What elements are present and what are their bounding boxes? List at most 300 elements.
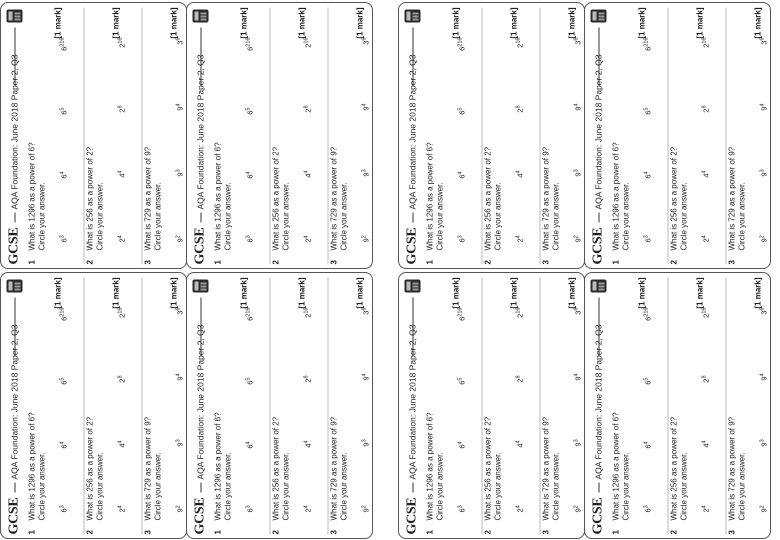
question-instruction: Circle your answer. [153,181,162,250]
option-base: 6 [245,110,254,115]
question-instruction: Circle your answer. [223,181,232,250]
option-exponent: 3 [175,438,181,442]
option-base: 4 [515,172,524,178]
answer-option[interactable] [301,235,313,242]
option-exponent: 4 [457,170,463,174]
option-base: 6 [59,316,68,321]
answer-option[interactable] [513,505,525,512]
answer-option[interactable] [301,440,313,447]
answer-option[interactable] [115,375,127,382]
answer-option[interactable] [571,505,583,512]
option-exponent: 8 [303,104,309,109]
answer-option[interactable] [513,235,525,242]
answer-options [57,37,69,242]
answer-option[interactable] [359,505,371,512]
option-exponent: 3 [245,504,251,508]
question-divider [539,7,540,264]
answer-options [301,37,313,242]
marks-label: [1 mark] [53,7,62,39]
option-base: 2 [701,43,710,48]
option-exponent: 8 [701,104,707,109]
gcse-logo: GCSE [192,227,207,264]
header-dash [412,482,413,492]
option-base: 9 [175,507,184,512]
option-base: 6 [457,46,466,51]
question [213,7,269,264]
answer-option[interactable] [455,171,467,178]
question-prompt: What is 1296 as a power of 6? [425,141,434,250]
option-exponent: 4 [701,439,707,443]
question-card [0,2,187,269]
calculator-icon [6,9,22,22]
answer-option[interactable] [757,235,769,242]
answer-option[interactable] [301,375,313,382]
answer-option[interactable] [641,377,653,384]
option-exponent: 3 [643,234,649,238]
answer-option[interactable] [571,439,583,446]
option-exponent: 3 [759,438,765,442]
question [669,7,725,264]
question-divider [269,7,270,264]
answer-option[interactable] [57,377,69,384]
marks-label: [1 mark] [753,7,762,39]
option-exponent: 3 [573,168,579,172]
option-base: 6 [457,380,466,385]
option-exponent: 8 [117,104,123,109]
option-exponent: 16 [515,37,521,44]
option-exponent: 5 [643,377,649,381]
option-exponent: 4 [701,234,707,238]
option-base: 2 [303,507,312,512]
question-number: 2 [483,529,492,534]
option-base: 6 [643,507,652,512]
question-number: 3 [329,259,338,264]
question-number: 1 [213,259,222,264]
option-base: 9 [759,237,768,242]
answer-option[interactable] [641,505,653,512]
option-exponent: 4 [117,504,123,508]
question-instruction: Circle your answer. [493,181,502,250]
question-divider [141,277,142,534]
option-exponent: 2 [361,504,367,508]
marks-label: [1 mark] [695,277,704,309]
answer-option[interactable] [243,171,255,178]
answer-option[interactable] [359,439,371,446]
answer-options [455,37,467,242]
header-dash [14,482,15,492]
option-exponent: 2 [573,504,579,508]
answer-options [455,307,467,512]
option-exponent: 5 [59,377,65,381]
question [27,7,83,264]
question-instruction: Circle your answer. [95,451,104,520]
marks-label: [1 mark] [111,7,120,39]
question-text [425,142,445,250]
header-rule [14,297,15,356]
option-base: 6 [643,110,652,115]
option-exponent: 3 [245,234,251,238]
question-instruction: Circle your answer. [621,451,630,520]
answer-option[interactable] [641,235,653,242]
worksheet-half-right [398,0,780,540]
marks-label: [1 mark] [355,7,364,39]
question-number: 3 [727,259,736,264]
question-prompt: What is 256 as a power of 2? [669,146,678,250]
answer-option[interactable] [359,235,371,242]
paper-title: AQA Foundation: June 2018 Paper 2, Q3 [593,324,603,479]
answer-option[interactable] [243,107,255,114]
option-exponent: 8 [701,374,707,379]
option-base: 2 [117,507,126,512]
option-exponent: 5 [457,377,463,381]
question-prompt: What is 256 as a power of 2? [669,416,678,520]
option-exponent: 4 [303,504,309,508]
option-exponent: 6 [175,307,181,311]
option-base: 2 [701,237,710,242]
marks-label: [1 mark] [169,7,178,39]
answer-option[interactable] [757,373,769,380]
option-base: 9 [759,507,768,512]
answer-option[interactable] [243,505,255,512]
option-exponent: 6 [361,307,367,311]
answer-option[interactable] [301,170,313,177]
question-prompt: What is 1296 as a power of 6? [425,411,434,520]
option-exponent: 5 [643,107,649,111]
answer-option[interactable] [57,37,69,50]
option-base: 2 [701,108,710,113]
answer-option[interactable] [359,169,371,176]
question-instruction: Circle your answer. [281,451,290,520]
question-instruction: Circle your answer. [679,181,688,250]
answer-option[interactable] [455,37,467,50]
marks-label: [1 mark] [567,7,576,39]
question-prompt: What is 729 as a power of 9? [143,146,152,250]
answer-option[interactable] [757,103,769,110]
question [669,277,725,534]
option-base: 6 [59,380,68,385]
header-dash [598,212,599,222]
question-prompt: What is 1296 as a power of 6? [611,411,620,520]
answer-option[interactable] [57,505,69,512]
header-rule [598,27,599,86]
option-exponent: 16 [117,307,123,314]
question-instruction: Circle your answer. [551,451,560,520]
answer-option[interactable] [641,107,653,114]
header-rule [598,297,599,356]
paper-title: AQA Foundation: June 2018 Paper 2, Q3 [593,54,603,209]
question-text [213,412,233,520]
option-base: 9 [573,237,582,242]
answer-option[interactable] [173,235,185,242]
answer-option[interactable] [57,171,69,178]
option-exponent: 4 [303,169,309,173]
gcse-logo: GCSE [590,497,605,534]
answer-option[interactable] [57,441,69,448]
answer-option[interactable] [115,105,127,112]
answer-option[interactable] [699,170,711,177]
marks-label: [1 mark] [297,277,306,309]
option-exponent: 4 [643,170,649,174]
answer-option[interactable] [699,440,711,447]
option-base: 6 [245,237,254,242]
marks-label: [1 mark] [637,277,646,309]
answer-option[interactable] [455,235,467,242]
header-dash [14,212,15,222]
card-header [403,277,421,534]
question-instruction: Circle your answer. [737,181,746,250]
option-exponent: 4 [303,234,309,238]
question-number: 3 [143,529,152,534]
option-base: 6 [245,316,254,321]
answer-option[interactable] [243,307,255,320]
question-text [143,416,163,520]
answer-option[interactable] [513,440,525,447]
marks-label: [1 mark] [567,277,576,309]
answer-option[interactable] [757,505,769,512]
option-base: 9 [759,375,768,381]
option-base: 6 [245,46,254,51]
question [85,277,141,534]
answer-option[interactable] [699,505,711,512]
option-base: 6 [643,237,652,242]
header-rule [412,297,413,356]
question-divider [327,7,328,264]
question-instruction: Circle your answer. [37,451,46,520]
option-exponent: 216 [457,307,463,317]
option-exponent: 4 [117,169,123,173]
option-base: 9 [175,171,184,177]
question [425,277,481,534]
gcse-logo: GCSE [6,497,21,534]
card-content [585,273,770,538]
answer-option[interactable] [699,235,711,242]
answer-option[interactable] [243,441,255,448]
question-number: 1 [425,259,434,264]
option-exponent: 3 [643,504,649,508]
question-instruction: Circle your answer. [435,181,444,250]
question-text [541,146,561,250]
question-instruction: Circle your answer. [737,451,746,520]
paper-title: AQA Foundation: June 2018 Paper 2, Q3 [195,54,205,209]
option-base: 9 [361,105,370,111]
option-base: 3 [759,40,768,45]
paper-title: AQA Foundation: June 2018 Paper 2, Q3 [9,54,19,209]
answer-option[interactable] [571,103,583,110]
answer-option[interactable] [641,307,653,320]
question [271,277,327,534]
option-base: 2 [117,313,126,318]
card-header [403,7,421,264]
option-base: 6 [457,237,466,242]
answer-option[interactable] [571,235,583,242]
question-prompt: What is 256 as a power of 2? [271,416,280,520]
answer-option[interactable] [301,505,313,512]
option-base: 2 [117,43,126,48]
question-instruction: Circle your answer. [281,181,290,250]
answer-option[interactable] [243,235,255,242]
option-exponent: 4 [117,439,123,443]
marks-label: [1 mark] [111,277,120,309]
answer-option[interactable] [455,441,467,448]
option-base: 2 [515,507,524,512]
answer-option[interactable] [757,169,769,176]
question-number: 3 [143,259,152,264]
question-card [0,272,187,539]
question-prompt: What is 256 as a power of 2? [483,146,492,250]
answer-option[interactable] [57,307,69,320]
question-prompt: What is 1296 as a power of 6? [611,141,620,250]
answer-option[interactable] [513,105,525,112]
question-prompt: What is 729 as a power of 9? [727,416,736,520]
answer-option[interactable] [641,441,653,448]
answer-option[interactable] [455,505,467,512]
option-exponent: 4 [515,234,521,238]
option-exponent: 4 [303,439,309,443]
header-rule [200,297,201,356]
option-exponent: 4 [457,440,463,444]
question-number: 3 [727,529,736,534]
option-exponent: 4 [117,234,123,238]
answer-option[interactable] [513,170,525,177]
option-base: 4 [117,442,126,448]
answer-options [641,37,653,242]
option-exponent: 3 [361,168,367,172]
answer-options [173,307,185,512]
option-exponent: 4 [515,169,521,173]
answer-option[interactable] [301,105,313,112]
answer-option[interactable] [455,107,467,114]
answer-option[interactable] [757,439,769,446]
worksheet-half-left [0,0,383,540]
option-exponent: 3 [457,504,463,508]
question-number: 2 [85,529,94,534]
header-dash [200,212,201,222]
question-text [425,412,445,520]
option-base: 6 [457,443,466,449]
answer-options [757,37,769,242]
option-base: 6 [643,380,652,385]
question-text [329,146,349,250]
header-dash [200,482,201,492]
option-base: 9 [175,441,184,447]
option-exponent: 5 [59,107,65,111]
option-base: 3 [361,40,370,45]
question-number: 2 [271,529,280,534]
marks-label: [1 mark] [451,277,460,309]
option-exponent: 16 [701,37,707,44]
answer-option[interactable] [173,169,185,176]
paper-title: AQA Foundation: June 2018 Paper 2, Q3 [407,324,417,479]
question-instruction: Circle your answer. [339,451,348,520]
option-base: 6 [457,110,466,115]
question-card [186,272,373,539]
option-exponent: 216 [643,37,649,47]
gcse-logo: GCSE [192,497,207,534]
answer-option[interactable] [513,375,525,382]
answer-option[interactable] [115,235,127,242]
option-exponent: 2 [759,504,765,508]
question-prompt: What is 729 as a power of 9? [541,146,550,250]
option-exponent: 216 [59,37,65,47]
answer-options [513,37,525,242]
question-number: 3 [329,529,338,534]
answer-option[interactable] [115,170,127,177]
header-rule [200,27,201,86]
answer-option[interactable] [173,103,185,110]
answer-option[interactable] [455,377,467,384]
card-content [1,3,186,268]
answer-option[interactable] [57,235,69,242]
answer-option[interactable] [641,171,653,178]
question-card [186,2,373,269]
answer-option[interactable] [57,107,69,114]
answer-options [513,307,525,512]
option-base: 9 [361,237,370,242]
answer-option[interactable] [359,373,371,380]
answer-option[interactable] [699,375,711,382]
option-base: 2 [701,507,710,512]
question-number: 3 [541,259,550,264]
question-number: 3 [541,529,550,534]
question [483,277,539,534]
answer-option[interactable] [455,307,467,320]
option-exponent: 16 [701,307,707,314]
question-text [483,146,503,250]
answer-options [115,307,127,512]
answer-option[interactable] [699,105,711,112]
option-exponent: 4 [175,372,181,376]
answer-option[interactable] [641,37,653,50]
answer-option[interactable] [173,439,185,446]
option-base: 4 [303,442,312,448]
answer-option[interactable] [115,505,127,512]
question-instruction: Circle your answer. [339,181,348,250]
option-base: 6 [457,173,466,179]
answer-option[interactable] [243,377,255,384]
option-base: 6 [59,507,68,512]
question-card [398,2,585,269]
option-exponent: 2 [175,234,181,238]
question-text [669,146,689,250]
marks-label: [1 mark] [509,277,518,309]
option-base: 9 [361,507,370,512]
calculator-icon [192,279,208,292]
marks-label: [1 mark] [239,7,248,39]
answer-option[interactable] [115,440,127,447]
question [611,7,667,264]
answer-option[interactable] [571,169,583,176]
question [727,7,771,264]
option-base: 2 [303,378,312,383]
option-base: 9 [361,441,370,447]
option-exponent: 3 [175,168,181,172]
question-text [541,416,561,520]
question-text [611,412,631,520]
question [611,277,667,534]
question-instruction: Circle your answer. [493,451,502,520]
answer-options [699,307,711,512]
answer-option[interactable] [173,505,185,512]
option-exponent: 4 [361,102,367,106]
answer-option[interactable] [173,373,185,380]
answer-option[interactable] [571,373,583,380]
answer-option[interactable] [243,37,255,50]
option-exponent: 16 [303,307,309,314]
answer-option[interactable] [359,103,371,110]
option-base: 6 [59,443,68,449]
question-text [213,142,233,250]
gcse-logo: GCSE [404,227,419,264]
